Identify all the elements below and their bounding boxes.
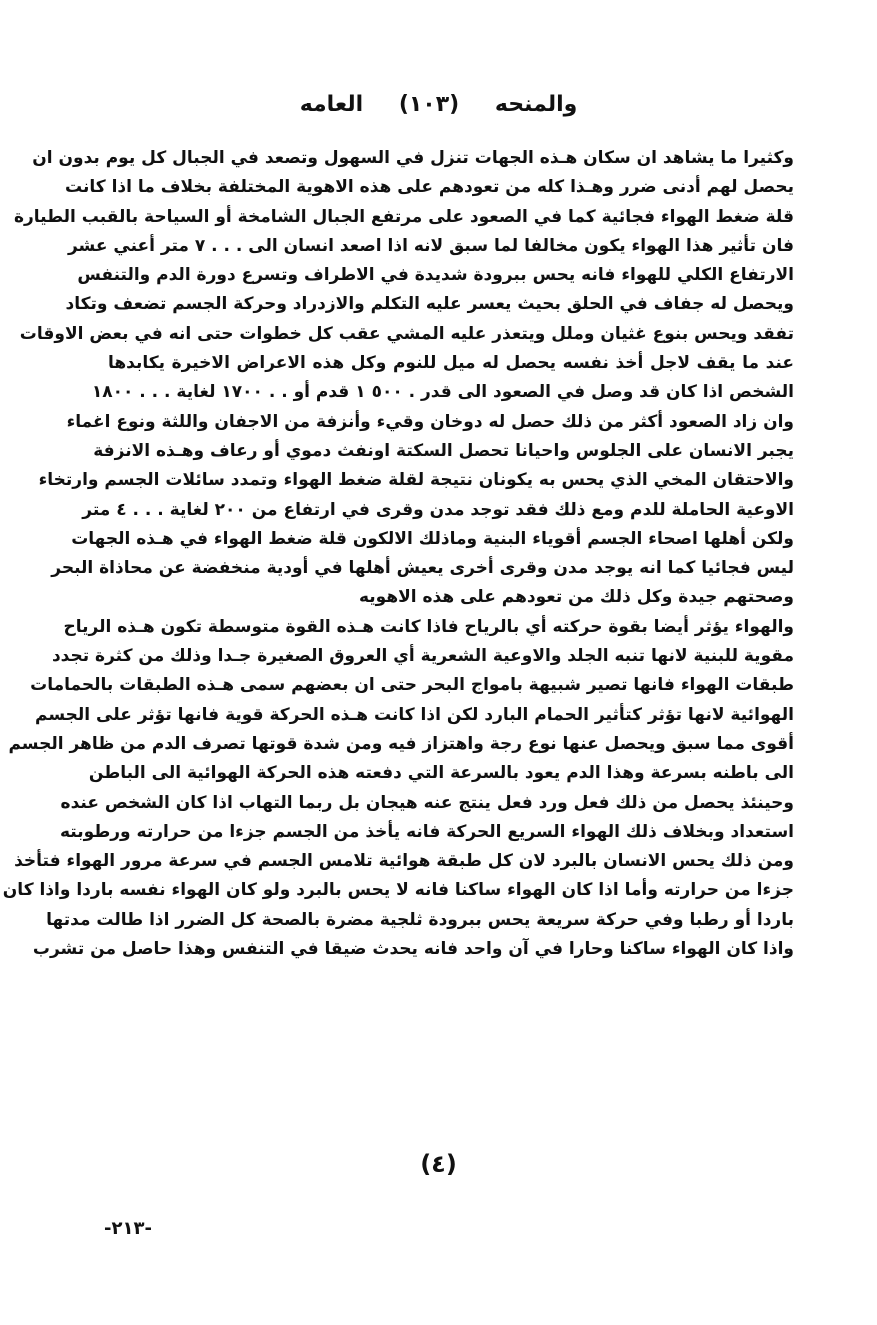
text-line: يجبر الانسان على الجلوس واحيانا تحصل السكتة اونفث دموي أو رعاف وهـذه الانزفة <box>93 440 794 461</box>
text-line: وصحتهم جيدة وكل ذلك من تعودهم على هذه الاهويه <box>358 587 794 608</box>
text-line: ويحصل له جفاف في الحلق بحيث يعسر عليه التكلم والازدراد وحركة الجسم تضعف وتكاد <box>65 294 794 315</box>
page-number: -٢١٣- <box>104 1218 152 1239</box>
text-line: مقوية للبنية لانها تنبه الجلد والاوعية الشعرية أي العروق الصغيرة جـدا وذلك من كثرة تجدد <box>51 646 794 667</box>
text-line: والاحتقان المخي الذي يحس به يكونان نتيجة لقلة ضغط الهواء وتمدد سائلات الجسم وارتخاء <box>38 470 794 491</box>
header-title-right: والمنحه <box>494 92 578 117</box>
header-number: (١٠٣) <box>398 92 460 117</box>
body-text <box>2 144 794 964</box>
text-line: الهوائية لانها تؤثر كتأثير الحمام البارد لكن اذا كانت هـذه الحركة قوية فانها تؤثر على الجسم <box>35 704 794 725</box>
text-line: الارتفاع الكلي للهواء فانه يحس ببرودة شديدة في الاطراف وتسرع دورة الدم والتنفس <box>77 265 794 286</box>
text-line: ومن ذلك يحس الانسان بالبرد لان كل طبقة هوائية تلامس الجسم في سرعة مرور الهواء فتأخذ <box>14 851 794 872</box>
text-line: طبقات الهواء فانها تصير شبيهة بامواج البحر حتى ان بعضهم سمى هـذه الطبقات بالحمامات <box>30 675 794 696</box>
text-line: باردا أو رطبا وفي حركة سريعة يحس ببرودة ثلجية مضرة بالصحة كل الضرر اذا طالت مدتها <box>46 909 794 930</box>
text-line: قلة ضغط الهواء فجائية كما في الصعود على مرتفع الجبال الشامخة أو السياحة بالقبب الطيارة <box>13 206 794 227</box>
text-line: والهواء يؤثر أيضا بقوة حركته أي بالرياح فاذا كانت هـذه القوة متوسطة تكون هـذه الرياح <box>63 616 794 637</box>
text-line: أقوى مما سبق ويحصل عنها نوع رجة واهتزاز فيه ومن شدة قوتها تصرف الدم من ظاهر الجسم <box>8 733 794 754</box>
text-line: عند ما يقف لاجل أخذ نفسه يحصل له ميل للنوم وكل هذه الاعراض الاخيرة يكابدها <box>108 353 794 374</box>
section-number: (٤) <box>420 1150 457 1178</box>
text-line: جزءا من حرارته وأما اذا كان الهواء ساكنا فانه لا يحس بالبرد ولو كان الهواء نفسه باردا واذا كان <box>2 880 794 901</box>
text-line: الشخص اذا كان قد وصل في الصعود الى قدر . ٥٠٠ ١ قدم أو . . ١٧٠٠ لغاية . . . ١٨٠٠ <box>91 382 794 403</box>
page-header <box>0 92 877 128</box>
header-title-left: العامه <box>299 92 364 117</box>
text-line: الاوعية الحاملة للدم ومع ذلك فقد توجد مدن وقرى في ارتفاع من ٢٠٠ لغاية . . . ٤ متر <box>82 499 794 520</box>
text-line: واذا كان الهواء ساكنا وحارا في آن واحد فانه يحدث ضيقا في التنفس وهذا حاصل من تشرب <box>32 939 794 960</box>
text-line: وحينئذ يحصل من ذلك فعل ورد فعل ينتج عنه هيجان بل ربما التهاب اذا كان الشخص عنده <box>60 792 794 813</box>
text-line: يحصل لهم أدنى ضرر وهـذا كله من تعودهم على هذه الاهوية المختلفة بخلاف ما اذا كانت <box>65 177 794 198</box>
text-line: تفقد ويحس بنوع غثيان وملل ويتعذر عليه المشي عقب كل خطوات حتى انه في بعض الاوقات <box>19 323 794 344</box>
text-line: وكثيرا ما يشاهد ان سكان هـذه الجهات تنزل في السهول وتصعد في الجبال كل يوم بدون ان <box>32 148 794 168</box>
text-line: فان تأثير هذا الهواء يكون مخالفا لما سبق لانه اذا اصعد انسان الى . . . ٧ متر أعني عشر <box>67 235 794 256</box>
text-line: استعداد وبخلاف ذلك الهواء السريع الحركة فانه يأخذ من الجسم جزءا من حرارته ورطوبته <box>59 821 794 842</box>
text-line: الى باطنه بسرعة وهذا الدم يعود بالسرعة التي دفعته هذه الحركة الهوائية الى الباطن <box>88 763 794 784</box>
text-line: ولكن أهلها اصحاء الجسم أقوياء البنية وماذلك الالكون قلة ضغط الهواء في هـذه الجهات <box>71 528 794 549</box>
text-line: ليس فجائيا كما انه يوجد مدن وقرى أخرى يعيش أهلها في أودية منخفضة عن محاذاة البحر <box>51 558 794 579</box>
text-line: وان زاد الصعود أكثر من ذلك حصل له دوخان وقيء وأنزفة من الاجفان واللثة ونوع اغماء <box>66 411 794 432</box>
